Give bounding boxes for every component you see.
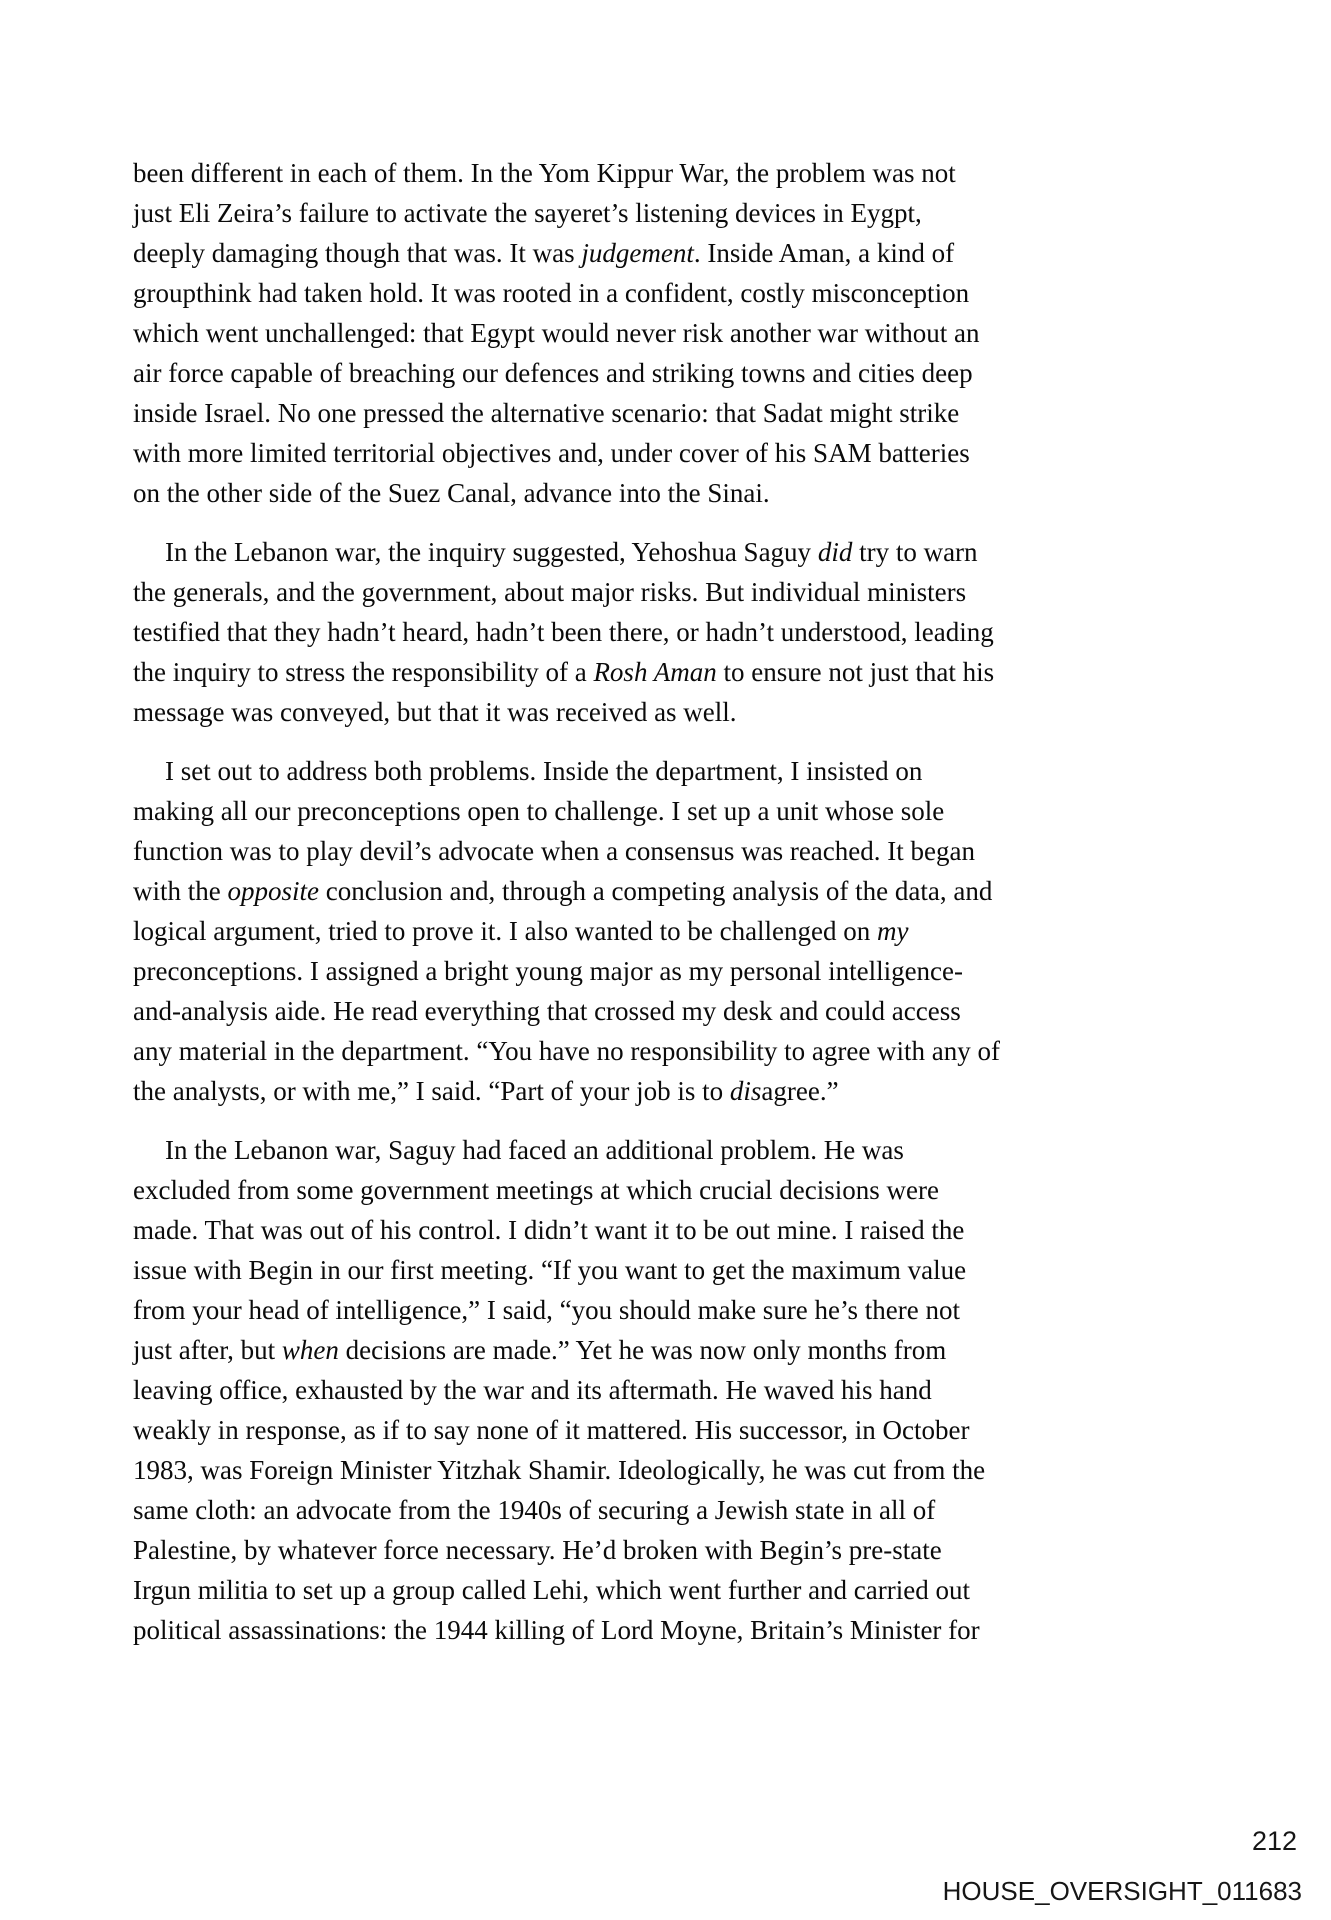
text-line: [133, 1130, 1198, 1170]
text-line: [133, 233, 1198, 273]
text-run: In the Lebanon war, Saguy had faced an additional problem. He was: [165, 1135, 904, 1165]
text-run: with the: [133, 876, 228, 906]
text-run: try to warn: [852, 537, 978, 567]
text-line: [133, 153, 1198, 193]
text-run: function was to play devil’s advocate when a consensus was reached. It began: [133, 836, 975, 866]
italic-run: opposite: [227, 876, 319, 906]
text-line: [133, 1410, 1198, 1450]
text-run: been different in each of them. In the Yom Kippur War, the problem was not: [133, 158, 956, 188]
text-run: conclusion and, through a competing analysis of the data, and: [319, 876, 993, 906]
text-line: [133, 791, 1198, 831]
text-run: air force capable of breaching our defences and striking towns and cities deep: [133, 358, 973, 388]
text-line: [133, 1290, 1198, 1330]
text-run: issue with Begin in our first meeting. “If you want to get the maximum value: [133, 1255, 967, 1285]
text-run: made. That was out of his control. I didn’t want it to be out mine. I raised the: [133, 1215, 965, 1245]
text-line: [133, 1530, 1198, 1570]
text-run: making all our preconceptions open to challenge. I set up a unit whose sole: [133, 796, 945, 826]
page-number: 212: [1251, 1826, 1297, 1856]
paragraph: [133, 153, 1198, 513]
text-run: just Eli Zeira’s failure to activate the sayeret’s listening devices in Eygpt,: [133, 198, 922, 228]
text-line: [133, 473, 1198, 513]
text-line: [133, 1210, 1198, 1250]
text-run: with more limited territorial objectives and, under cover of his SAM batteries: [133, 438, 970, 468]
italic-run: did: [817, 537, 853, 567]
paragraph: [133, 532, 1198, 732]
text-line: [133, 1071, 1198, 1111]
text-run: on the other side of the Suez Canal, advance into the Sinai.: [133, 478, 770, 508]
paragraph: [133, 751, 1198, 1111]
text-run: leaving office, exhausted by the war and its aftermath. He waved his hand: [133, 1375, 932, 1405]
text-line: [133, 1250, 1198, 1290]
text-line: [133, 393, 1198, 433]
italic-run: judgement: [581, 238, 694, 268]
text-line: [133, 911, 1198, 951]
text-run: and-analysis aide. He read everything that crossed my desk and could access: [133, 996, 961, 1026]
text-run: 1983, was Foreign Minister Yitzhak Shamir. Ideologically, he was cut from the: [133, 1455, 986, 1485]
text-line: [133, 1330, 1198, 1370]
text-run: same cloth: an advocate from the 1940s of securing a Jewish state in all of: [133, 1495, 936, 1525]
text-line: [133, 1610, 1198, 1650]
text-run: weakly in response, as if to say none of it mattered. His successor, in October: [133, 1415, 970, 1445]
text-line: [133, 273, 1198, 313]
body-text: [133, 153, 1198, 1669]
text-run: In the Lebanon war, the inquiry suggested, Yehoshua Saguy: [165, 537, 818, 567]
text-line: [133, 1450, 1198, 1490]
text-run: the analysts, or with me,” I said. “Part of your job is to: [133, 1076, 730, 1106]
text-line: [133, 313, 1198, 353]
text-line: [133, 612, 1198, 652]
text-run: to ensure not just that his: [716, 657, 995, 687]
text-line: [133, 951, 1198, 991]
italic-run: dis: [729, 1076, 762, 1106]
bates-number: HOUSE_OVERSIGHT_011683: [942, 1876, 1302, 1906]
text-line: [133, 572, 1198, 612]
italic-run: Rosh Aman: [593, 657, 717, 687]
text-run: excluded from some government meetings at which crucial decisions were: [133, 1175, 939, 1205]
text-line: [133, 652, 1198, 692]
text-line: [133, 991, 1198, 1031]
text-line: [133, 532, 1198, 572]
text-line: [133, 433, 1198, 473]
text-line: [133, 871, 1198, 911]
text-run: I set out to address both problems. Inside the department, I insisted on: [165, 756, 923, 786]
text-run: just after, but: [133, 1335, 282, 1365]
text-run: Palestine, by whatever force necessary. He’d broken with Begin’s pre-state: [133, 1535, 942, 1565]
text-line: [133, 1570, 1198, 1610]
text-run: deeply damaging though that was. It was: [133, 238, 582, 268]
text-run: decisions are made.” Yet he was now only months from: [338, 1335, 947, 1365]
text-run: preconceptions. I assigned a bright young major as my personal intelligence-: [133, 956, 964, 986]
text-run: political assassinations: the 1944 killing of Lord Moyne, Britain’s Minister for: [133, 1615, 980, 1645]
text-run: from your head of intelligence,” I said, “you should make sure he’s there not: [133, 1295, 960, 1325]
text-line: [133, 193, 1198, 233]
text-run: . Inside Aman, a kind of: [693, 238, 955, 268]
text-run: agree.”: [761, 1076, 839, 1106]
text-run: groupthink had taken hold. It was rooted in a confident, costly misconception: [133, 278, 970, 308]
text-line: [133, 692, 1198, 732]
text-run: Irgun militia to set up a group called Lehi, which went further and carried out: [133, 1575, 970, 1605]
text-line: [133, 1170, 1198, 1210]
text-run: the generals, and the government, about major risks. But individual ministers: [133, 577, 967, 607]
text-run: inside Israel. No one pressed the alternative scenario: that Sadat might strike: [133, 398, 960, 428]
text-line: [133, 831, 1198, 871]
text-run: the inquiry to stress the responsibility of a: [133, 657, 594, 687]
paragraph: [133, 1130, 1198, 1650]
text-run: which went unchallenged: that Egypt would never risk another war without an: [133, 318, 980, 348]
text-run: testified that they hadn’t heard, hadn’t been there, or hadn’t understood, leading: [133, 617, 994, 647]
text-line: [133, 1370, 1198, 1410]
text-line: [133, 1490, 1198, 1530]
italic-run: when: [281, 1335, 339, 1365]
text-run: logical argument, tried to prove it. I also wanted to be challenged on: [133, 916, 878, 946]
text-run: any material in the department. “You have no responsibility to agree with any of: [133, 1036, 1001, 1066]
text-line: [133, 1031, 1198, 1071]
text-line: [133, 751, 1198, 791]
text-run: message was conveyed, but that it was received as well.: [133, 697, 737, 727]
italic-run: my: [877, 916, 909, 946]
text-line: [133, 353, 1198, 393]
